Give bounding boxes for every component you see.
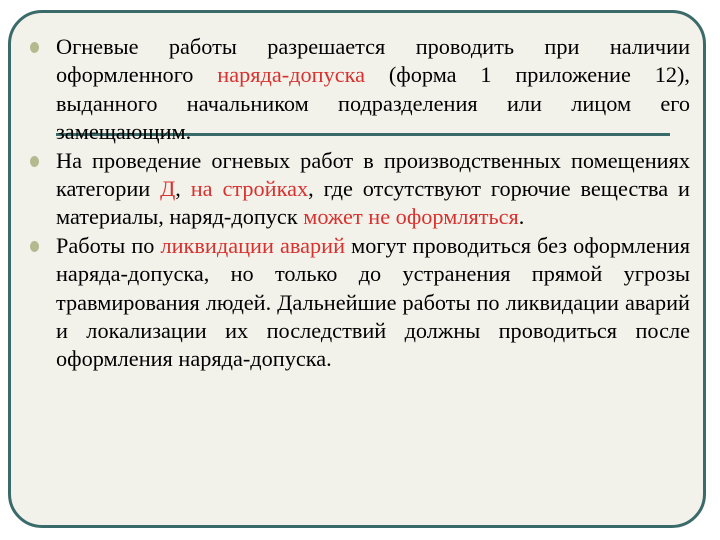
bullet-3-text: Работы по ликвидации аварий могут проводиться без оформления наряда-допуска, но только до устранения прямой угрозы травмирования людей. Дальнейшие работы по ликвидации аварий и локализации их последствий должны проводиться после оформления наряда-допуска.	[56, 232, 690, 372]
bullet-item-3	[30, 232, 690, 374]
bullet-item-1	[30, 33, 690, 147]
bullet-icon	[30, 241, 39, 252]
bullet-icon	[30, 42, 39, 53]
bullet-1-text: Огневые работы разрешается проводить при наличии оформленного наряда-допуска (форма 1 приложение 12), выданного начальником подразделения или лицом его замещающим.	[56, 34, 691, 145]
bullet-item-2	[30, 147, 690, 232]
bullet-icon	[30, 156, 39, 167]
bullet-list	[30, 33, 690, 374]
bullet-2-text: На проведение огневых работ в производственных помещениях категории Д, на стройках, где отсутствуют горючие вещества и материалы, наряд-допуск может не оформляться.	[56, 147, 690, 230]
